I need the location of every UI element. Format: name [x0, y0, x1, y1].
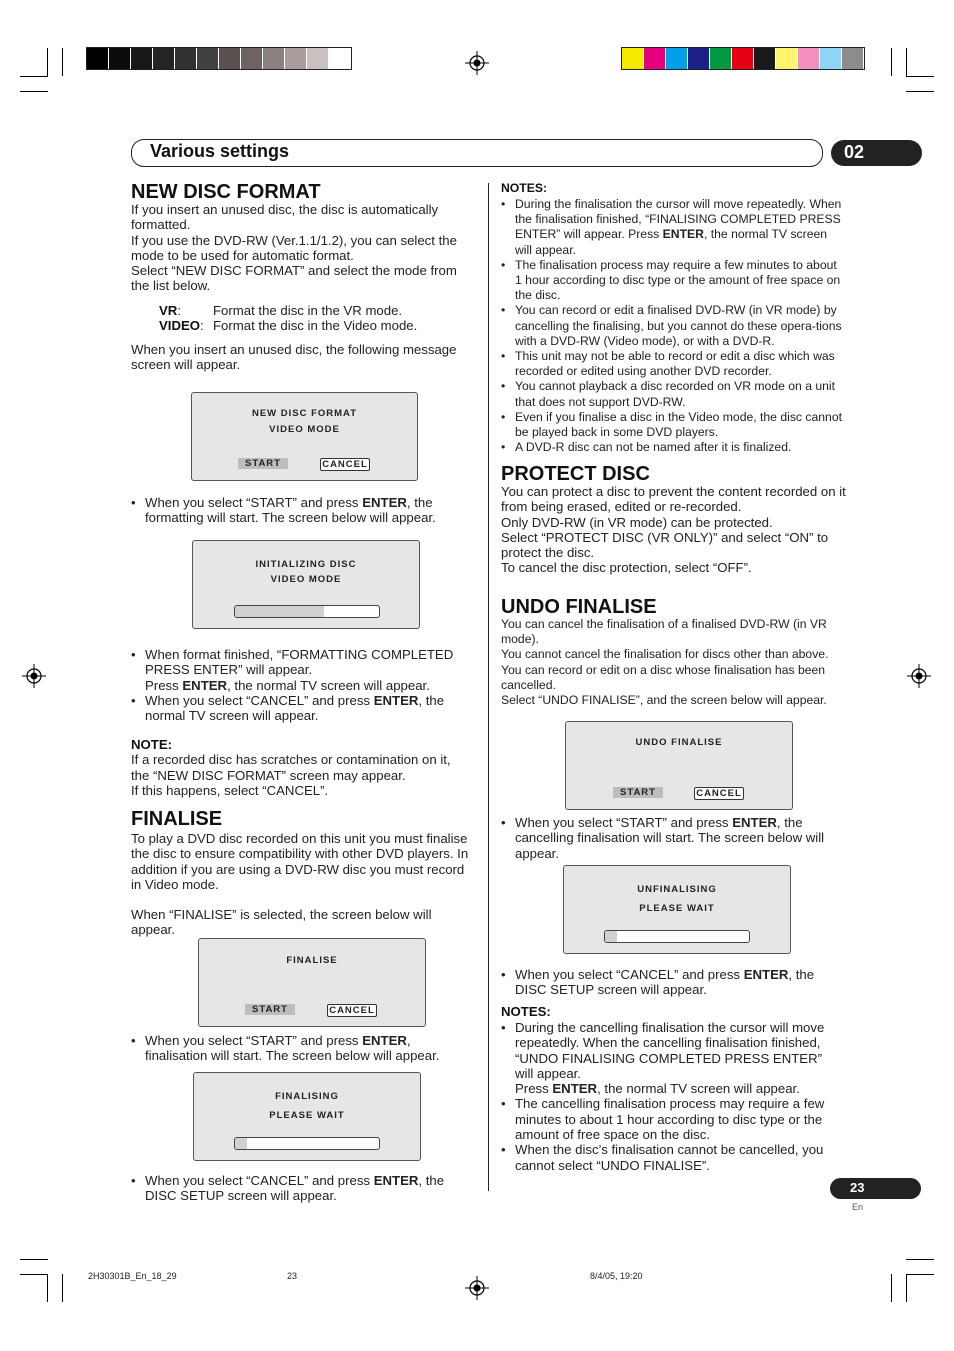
column-divider [488, 183, 489, 1191]
color-swatch [842, 48, 864, 69]
registration-mark-icon [465, 1276, 489, 1300]
finalise-intro: To play a DVD disc recorded on this unit you must finalise the disc to ensure compatibility with other DVD players. In addition if you are using a DVD-RW disc you must record in Video mode. [131, 831, 469, 892]
paragraph: Select “NEW DISC FORMAT” and select the mode from the list below. [131, 263, 457, 294]
list-item: • When you select “CANCEL” and press ENTER, the normal TV screen will appear. [131, 693, 471, 724]
color-swatch [241, 48, 263, 69]
grayscale-calibration-bar [86, 47, 352, 70]
section-title: Various settings [150, 141, 290, 161]
new-disc-format-intro [131, 202, 476, 294]
list-item: • You can record or edit a finalised DVD-RW (in VR mode) by cancelling the finalising, but you cannot do these opera-tions with a DVD-RW (Video mode), or with a DVD-R. [501, 303, 846, 349]
initializing-screen [192, 540, 420, 629]
list-item: • When you select “START” and press ENTER, the formatting will start. The screen below will appear. [131, 495, 471, 526]
undo-finalise-heading: UNDO FINALISE [501, 596, 657, 618]
paragraph: You cannot cancel the finalisation for discs other than above. [501, 647, 829, 662]
registration-mark-icon [22, 664, 46, 688]
page-number-badge [830, 1178, 921, 1199]
color-swatch [644, 48, 666, 69]
progress-bar [234, 605, 380, 618]
progress-fill [235, 606, 324, 617]
list-item: • The finalisation process may require a few minutes to about 1 hour according to disc type or the amount of free space on the disc. [501, 258, 846, 304]
paragraph: To cancel the disc protection, select “OFF”. [501, 560, 752, 576]
color-swatch [197, 48, 219, 69]
footer-code: 2H30301B_En_18_29 [88, 1271, 177, 1281]
undo-cancel-bullet [501, 967, 846, 998]
registration-mark-icon [907, 664, 931, 688]
finalise-when-text: When “FINALISE” is selected, the screen below will appear. [131, 907, 432, 938]
protect-disc-heading: PROTECT DISC [501, 463, 650, 485]
finalise-cancel-bullet [131, 1173, 476, 1204]
list-item: • You cannot playback a disc recorded on VR mode on a unit that does not support DVD-RW. [501, 379, 846, 409]
crop-mark [20, 1274, 48, 1275]
start-button[interactable]: START [238, 458, 288, 469]
video-label: VIDEO [159, 318, 201, 334]
screen-subtitle: VIDEO MODE [270, 574, 342, 585]
color-swatch [798, 48, 820, 69]
color-swatch [307, 48, 329, 69]
list-item: • When format finished, “FORMATTING COMPLETED PRESS ENTER” will appear. Press ENTER, the normal TV screen will appear. [131, 647, 471, 693]
language-label: En [852, 1202, 864, 1212]
progress-fill [605, 931, 617, 942]
undo-notes-list [501, 1020, 841, 1173]
list-item: • During the finalisation the cursor will move repeatedly. When the finalisation finished, “FINALISING COMPLETED PRESS ENTER” will appear. Press ENTER, the normal TV screen will appear. [501, 197, 846, 258]
finalising-screen [193, 1072, 421, 1161]
start-button[interactable]: START [613, 787, 663, 798]
color-swatch [153, 48, 175, 69]
vr-label: VR [159, 303, 178, 318]
color-swatch [175, 48, 197, 69]
chapter-badge [831, 140, 922, 166]
crop-mark [20, 91, 48, 92]
undo-finalise-text [501, 617, 846, 708]
footer-sheet: 23 [287, 1271, 298, 1281]
undo-notes-heading: NOTES: [501, 1004, 551, 1019]
crop-mark [20, 76, 48, 77]
list-item: • When the disc’s finalisation cannot be cancelled, you cannot select “UNDO FINALISE”. [501, 1142, 841, 1173]
color-swatch [710, 48, 732, 69]
color-swatch [285, 48, 307, 69]
list-item: • Even if you finalise a disc in the Video mode, the disc cannot be played back in some DVD players. [501, 410, 846, 440]
color-swatch [776, 48, 798, 69]
color-calibration-bar [621, 47, 865, 70]
crop-mark [20, 1259, 48, 1260]
color-swatch [219, 48, 241, 69]
insert-text: When you insert an unused disc, the following message screen will appear. [131, 342, 457, 373]
crop-mark [906, 1274, 934, 1275]
crop-mark [906, 48, 907, 76]
note-text: If this happens, select “CANCEL”. [131, 782, 329, 798]
color-swatch [263, 48, 285, 69]
list-item: • When you select “START” and press ENTER, the cancelling finalisation will start. The screen below will appear. [501, 815, 846, 861]
list-item: • When you select “START” and press ENTER, finalisation will start. The screen below will appear. [131, 1033, 476, 1064]
notes-list [501, 197, 846, 455]
mode-list: VR: Format the disc in the VR mode. VIDEO: Format the disc in the Video mode. [159, 303, 418, 334]
format-result-bullets [131, 647, 471, 723]
footer-date: 8/4/05, 19:20 [590, 1271, 643, 1281]
finalise-heading: FINALISE [131, 808, 223, 830]
crop-mark [891, 48, 892, 76]
crop-mark [906, 76, 934, 77]
paragraph: You can protect a disc to prevent the content recorded on it from being erased, edited or re-recorded. [501, 484, 846, 515]
color-swatch [688, 48, 710, 69]
note-heading: NOTE: [131, 737, 173, 752]
list-item: • During the cancelling finalisation the cursor will move repeatedly. When the cancelling finalisation finished, “UNDO FINALISING COMPLETED PRESS ENTER” will appear. Press ENTER, the normal TV screen will appear. [501, 1020, 841, 1096]
color-swatch [622, 48, 644, 69]
paragraph: If you insert an unused disc, the disc is automatically formatted. [131, 202, 439, 233]
list-item: • A DVD-R disc can not be named after it is finalized. [501, 440, 846, 455]
vr-description: Format the disc in the VR mode. [213, 303, 403, 318]
crop-mark [62, 48, 63, 76]
screen-subtitle: PLEASE WAIT [269, 1110, 345, 1121]
undo-start-bullet [501, 815, 846, 861]
screen-title: UNDO FINALISE [635, 737, 723, 748]
progress-bar [234, 1137, 380, 1150]
color-swatch [820, 48, 842, 69]
undo-finalise-screen [565, 721, 793, 810]
protect-disc-text [501, 484, 846, 576]
screen-title: INITIALIZING DISC [255, 559, 357, 570]
cancel-button[interactable]: CANCEL [320, 458, 370, 471]
screen-subtitle: VIDEO MODE [269, 424, 340, 435]
progress-bar [604, 930, 750, 943]
crop-mark [906, 1274, 907, 1302]
finalise-screen [198, 938, 426, 1027]
color-swatch [329, 48, 351, 69]
crop-mark [906, 1259, 934, 1260]
color-swatch [87, 48, 109, 69]
notes-heading: NOTES: [501, 181, 548, 195]
paragraph: You can record or edit on a disc whose finalisation has been cancelled. [501, 662, 826, 692]
color-swatch [666, 48, 688, 69]
color-swatch [131, 48, 153, 69]
list-item: • When you select “CANCEL” and press ENTER, the DISC SETUP screen will appear. [131, 1173, 476, 1204]
paragraph: You can cancel the finalisation of a finalised DVD-RW (in VR mode). [501, 617, 827, 647]
screen-title: UNFINALISING [637, 884, 717, 895]
paragraph: Select “PROTECT DISC (VR ONLY)” and select “ON” to protect the disc. [501, 529, 829, 561]
crop-mark [47, 1274, 48, 1302]
screen-title: FINALISE [286, 955, 338, 966]
finalise-start-bullet [131, 1033, 476, 1064]
screen-title: FINALISING [275, 1091, 339, 1102]
note-text: If a recorded disc has scratches or contamination on it, the “NEW DISC FORMAT” screen may appear. [131, 752, 451, 783]
list-item: • The cancelling finalisation process may require a few minutes to about 1 hour according to disc type or the amount of free space on the disc. [501, 1096, 841, 1142]
section-header [131, 139, 823, 167]
color-swatch [109, 48, 131, 69]
screen-title: NEW DISC FORMAT [251, 408, 358, 419]
screen-subtitle: PLEASE WAIT [639, 903, 715, 914]
color-swatch [754, 48, 776, 69]
new-disc-format-heading: NEW DISC FORMAT [131, 181, 321, 203]
unfinalising-screen [563, 865, 791, 954]
cancel-button[interactable]: CANCEL [327, 1004, 377, 1017]
crop-mark [891, 1274, 892, 1302]
color-swatch [732, 48, 754, 69]
crop-mark [906, 91, 934, 92]
progress-fill [235, 1138, 247, 1149]
chapter-number: 02 [844, 142, 865, 162]
list-item: • When you select “CANCEL” and press ENTER, the DISC SETUP screen will appear. [501, 967, 846, 998]
paragraph: Only DVD-RW (in VR mode) can be protected. [501, 514, 773, 530]
video-description: Format the disc in the Video mode. [213, 318, 418, 334]
format-start-bullet [131, 495, 471, 526]
paragraph: If you use the DVD-RW (Ver.1.1/1.2), you can select the mode to be used for automatic format. [131, 232, 457, 263]
page-number: 23 [850, 1180, 865, 1195]
format-note [131, 737, 471, 798]
list-item: • This unit may not be able to record or edit a disc which was recorded or edited using another DVD recorder. [501, 349, 846, 379]
registration-mark-icon [465, 51, 489, 75]
start-button[interactable]: START [245, 1004, 295, 1015]
crop-mark [62, 1274, 63, 1302]
paragraph: Select “UNDO FINALISE”, and the screen below will appear. [501, 693, 827, 708]
new-disc-format-screen [191, 392, 418, 481]
cancel-button[interactable]: CANCEL [694, 787, 744, 800]
crop-mark [47, 48, 48, 76]
